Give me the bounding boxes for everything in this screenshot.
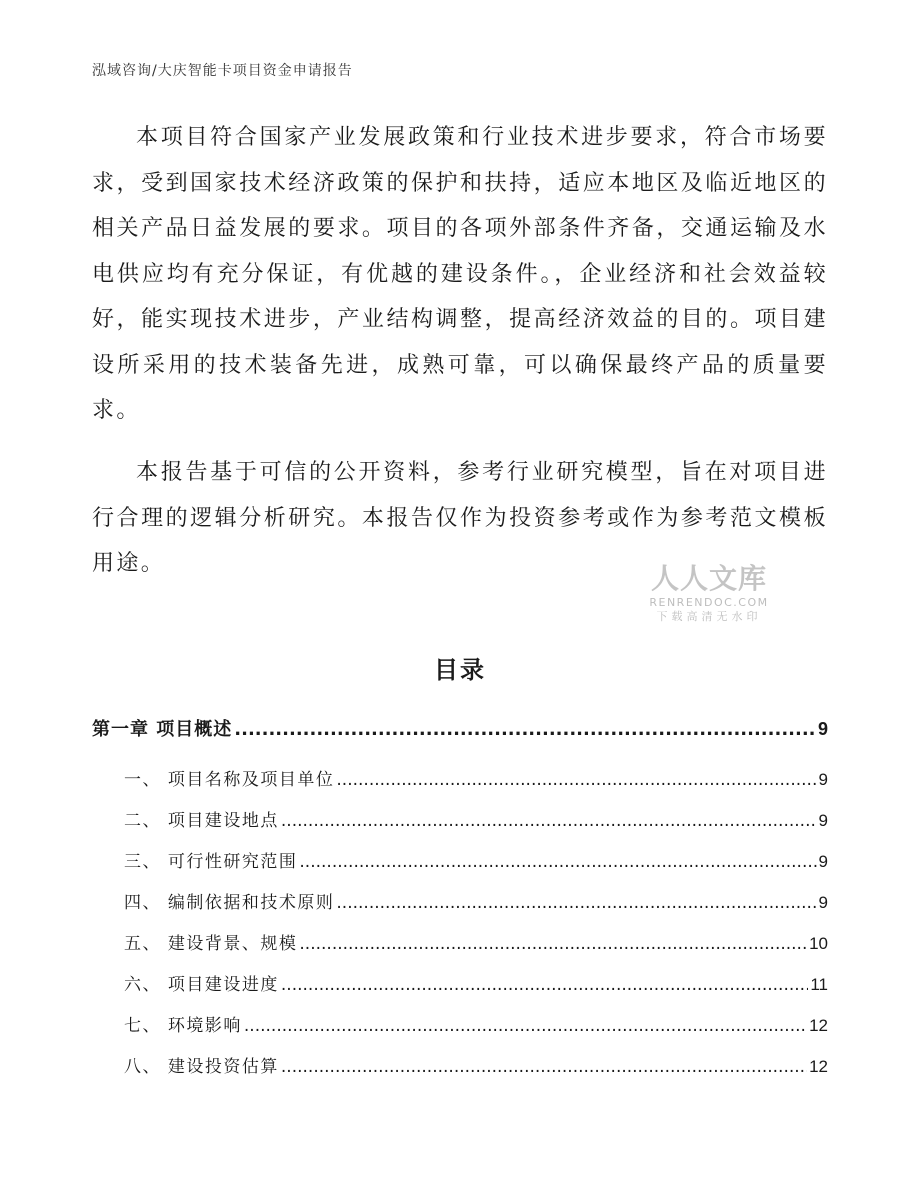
toc-page-number: 11 [810,975,828,994]
body-paragraph-1: 本项目符合国家产业发展政策和行业技术进步要求，符合市场要求，受到国家技术经济政策的保护和扶持，适应本地区及临近地区的相关产品日益发展的要求。项目的各项外部条件齐备，交通运输及水电供应均有充分保证，有优越的建设条件。，企业经济和社会效益较好，能实现技术进步，产业结构调整，提高经济效益的目的。项目建设所采用的技术装备先进，成熟可靠，可以确保最终产品的质量要求。 [92,125,828,423]
toc-section-3[interactable] [124,847,828,872]
toc-leader-dots [281,811,817,831]
toc-section-7[interactable] [124,1011,828,1036]
toc-section-4[interactable] [124,888,828,913]
toc-page-number: 9 [818,893,828,912]
toc-page-number: 9 [818,852,828,871]
toc-entry-label: 二、 项目建设地点 [124,811,279,831]
toc-page-number: 12 [809,1057,828,1076]
toc-page-number: 9 [818,811,828,830]
toc-leader-dots [336,770,816,790]
toc-leader-dots [299,934,807,954]
body-paragraph-2: 本报告基于可信的公开资料，参考行业研究模型，旨在对项目进行合理的逻辑分析研究。本报告仅作为投资参考或作为参考范文模板用途。 [92,460,828,576]
toc-leader-dots [281,1057,807,1077]
toc-leader-dots [244,1016,807,1036]
toc-entry-label: 四、 编制依据和技术原则 [124,893,335,913]
toc-section-5[interactable] [124,929,828,954]
toc-entry-label: 一、 项目名称及项目单位 [124,770,335,790]
toc-chapter-1[interactable] [92,715,828,741]
toc-section-1[interactable] [124,765,828,790]
toc-entry-label: 八、 建设投资估算 [124,1057,279,1077]
toc-page-number: 9 [817,719,828,739]
toc-entry-label: 第一章 项目概述 [92,719,233,740]
watermark-domain: RENRENDOC.COM [649,596,769,609]
toc-page-number: 9 [818,770,828,789]
toc-leader-dots [234,719,816,740]
toc-entry-label: 五、 建设背景、规模 [124,934,298,954]
toc-title: 目录 [434,656,486,684]
toc-section-8[interactable] [124,1052,828,1077]
toc-leader-dots [281,975,808,995]
toc-section-6[interactable] [124,970,828,995]
toc-entry-label: 三、 可行性研究范围 [124,852,298,872]
toc-entry-label: 七、 环境影响 [124,1016,242,1036]
toc-page-number: 10 [809,934,828,953]
toc-leader-dots [299,852,816,872]
watermark [644,562,774,625]
toc-section-2[interactable] [124,806,828,831]
toc-page-number: 12 [809,1016,828,1035]
document-header: 泓域咨询/大庆智能卡项目资金申请报告 [92,63,353,79]
toc-entry-label: 六、 项目建设进度 [124,975,279,995]
watermark-subtitle: 下载高清无水印 [656,610,762,623]
toc-leader-dots [336,893,816,913]
watermark-logo: 人人文库 [650,562,767,595]
